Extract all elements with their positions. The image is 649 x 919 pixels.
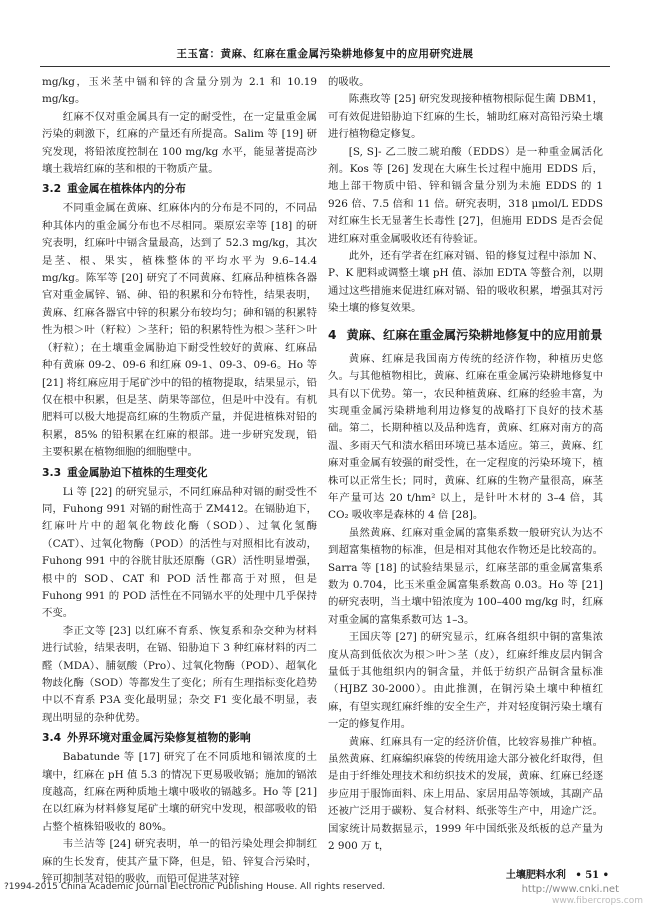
- chapter-heading: 4 黄麻、红麻在重金属污染耕地修复中的应用前景: [328, 327, 603, 342]
- page-number: • 51 •: [575, 870, 609, 881]
- running-header: 王玉富：黄麻、红麻在重金属污染耕地修复中的应用研究进展: [40, 44, 610, 67]
- paragraph: 李正文等 [23] 以红麻不育系、恢复系和杂交种为材料进行试验，结果表明，在镉、铅胁迫下 3 种红麻材料的丙二醛（MDA）、脯氨酸（Pro）、过氧化物酶（POD）、超氧化物歧化酶（SOD）等都发生了变化；所有生理指标变化趋势中以不育系 P3A 变化最明显；杂交 F1 变化最不明显，表现出明显的杂种优势。: [42, 624, 317, 724]
- paragraph: mg/kg，玉米茎中镉和锌的含量分别为 2.1 和 10.19 mg/kg。: [42, 76, 317, 106]
- section-heading: 3.2 重金属在植株体内的分布: [42, 182, 186, 196]
- section-heading: 3.4 外界环境对重金属污染修复植物的影响: [42, 731, 251, 745]
- watermark: www.fibercrops.com: [552, 896, 643, 906]
- paragraph: 黄麻、红麻是我国南方传统的经济作物，种植历史悠久。与其他植物相比，黄麻、红麻在重金属污染耕地修复中具有以下优势。第一，农民种植黄麻、红麻的经验丰富，为实现重金属污染耕地利用边修复的战略打下良好的技术基础。第二，长期种植以及品种选育，黄麻、红麻对南方的高温、多雨天气和渍水稻田环境已基本适应。第三，黄麻、红麻对重金属有较强的耐受性，在一定程度的污染环境下，植株可以正常生长；同时，黄麻、红麻的生物产量很高，麻茎年产量可达 20 t/hm² 以上，是针叶木材的 3–4 倍，其 CO₂ 吸收率是森林的 4 倍 [28]。: [328, 352, 603, 522]
- copyright-line: ?1994-2015 China Academic Journal Electronic Publishing House. All rights reserved.: [4, 882, 386, 892]
- paragraph: Babatunde 等 [17] 研究了在不同质地和镉浓度的土壤中，红麻在 pH 值 5.3 的情况下更易吸收镉；施加的镉浓度越高，红麻在两种质地土壤中吸收的镉越多。Ho 等 [21] 在以红麻为材料修复尾矿土壤的研究中发现，根部吸收的铅占整个植株铅吸收的 80%。: [42, 751, 317, 833]
- left-column: [42, 74, 317, 888]
- paragraph: 虽然黄麻、红麻对重金属的富集系数一般研究认为达不到超富集植物的标准，但是相对其他农作物还是比较高的。Sarra 等 [18] 的试验结果显示，红麻茎部的重金属富集系数为 0.704，比玉米重金属富集系数高 0.03。Ho 等 [21] 的研究表明，当土壤中铅浓度为 100–400 mg/kg 时，红麻对重金属的富集系数可达 1–3。: [328, 526, 603, 626]
- paragraph: [S, S]- 乙二胺二琥珀酸（EDDS）是一种重金属活化剂。Kos 等 [26] 发现在大麻生长过程中施用 EDDS 后，地上部干物质中铅、锌和镉含量分别为未施 EDDS 的 1 926 倍、7.5 倍和 11 倍。研究表明，318 μmol/L EDDS 对红麻生长无显著生长毒性 [27]，但施用 EDDS 是否会促进红麻对重金属吸收还有待验证。: [328, 145, 603, 245]
- paragraph: 韦兰洁等 [24] 研究表明，单一的铅污染处理会抑制红麻的生长发育，使其产量下降，但是，铅、锌复合污染时，锌可抑制茎对铅的吸收，而铅可促进茎对锌: [42, 838, 317, 886]
- section-heading: 3.3 重金属胁迫下植株的生理变化: [42, 465, 208, 479]
- journal-name: 土壤肥料水利: [505, 870, 566, 881]
- source-url[interactable]: http://www.cnki.net: [521, 884, 619, 895]
- page-footer: [506, 866, 609, 881]
- paragraph: 王国庆等 [27] 的研究显示，红麻各组织中铜的富集浓度从高到低依次为根＞叶＞茎（皮），红麻纤维皮层内铜含量低于其他组织内的铜含量，并低于纺织产品铜含量标准（HJBZ 30-2000）。由此推测，在铜污染土壤中种植红麻，有望实现红麻纤维的安全生产，并对轻度铜污染土壤有一定的修复作用。: [328, 631, 603, 731]
- paragraph: 此外，还有学者在红麻对镉、铅的修复过程中添加 N、P、K 肥料或调整土壤 pH 值、添加 EDTA 等螯合剂，以期通过这些措施来促进红麻对镉、铅的吸收积累，增强其对污染土壤的修复效果。: [328, 250, 603, 315]
- paragraph: 黄麻、红麻具有一定的经济价值，比较容易推广种植。虽然黄麻、红麻编织麻袋的传统用途大部分被化纤取得，但是由于纤维处理技术和纺织技术的发展，黄麻、红麻已经逐步应用于服饰面料、床上用品、家居用品等领域，其副产品还被广泛用于碳粉、复合材料、纸张等生产中，用途广泛。国家统计局数据显示，1999 年中国纸张及纸板的总产量为 2 900 万 t，: [328, 735, 603, 853]
- paragraph: 陈燕玫等 [25] 研究发现接种植物根际促生菌 DBM1，可有效促进铅胁迫下红麻的生长，辅助红麻对高铅污染土壤进行植物稳定修复。: [328, 93, 603, 141]
- right-column: [328, 74, 603, 855]
- paragraph: 红麻不仅对重金属具有一定的耐受性，在一定量重金属污染的刺激下，红麻的产量还有所提高。Salim 等 [19] 研究发现，将铅浓度控制在 100 mg/kg 水平，能显著提高沙壤土栽培红麻的茎和根的干物质产量。: [42, 110, 317, 176]
- paragraph: 的吸收。: [328, 76, 370, 88]
- paragraph: Li 等 [22] 的研究显示，不同红麻品种对镉的耐受性不同，Fuhong 991 对镉的耐性高于 ZM412。在镉胁迫下，红麻叶片中的超氧化物歧化酶（SOD）、过氧化氢酶（CAT）、过氧化物酶（POD）的活性与对照相比有波动，Fuhong 991 中的谷胱甘肽还原酶（GR）活性明显增强，根中的 SOD、CAT 和 POD 活性都高于对照，但是 Fuhong 991 的 POD 活性在不同镉水平的处理中几乎保持不变。: [42, 485, 317, 620]
- paragraph: 不同重金属在黄麻、红麻体内的分布是不同的，不同品种其体内的重金属分布也不尽相同。栗原宏幸等 [18] 的研究表明，红麻叶中镉含量最高，达到了 52.3 mg/kg，其次是茎、根、果实，植株整体的平均水平为 9.6–14.4 mg/kg。陈军等 [20] 研究了不同黄麻、红麻品种植株各器官对重金属锌、镉、砷、铅的积累和分布特性，结果表明，黄麻、红麻各器官中锌的积累分布较均匀；砷和镉的积累特性为根＞叶（籽粒）＞茎秆；铅的积累特性为根＞茎秆＞叶（籽粒）；在土壤重金属胁迫下耐受性较好的黄麻、红麻品种有黄麻 09-2、09-6 和红麻 09-1、09-3、09-6。Ho 等 [21] 将红麻应用于尾矿沙中的铅的植物提取，结果显示，铅仅在根中积累，但是茎、荫果等部位，但是叶中没有。有机肥料可以极大地提高红麻的生物质产量，并促进植株对铅的积累，85% 的铅积累在红麻的根部。进一步研究发现，铅主要积累在植物细胞的细胞壁中。: [42, 202, 317, 459]
